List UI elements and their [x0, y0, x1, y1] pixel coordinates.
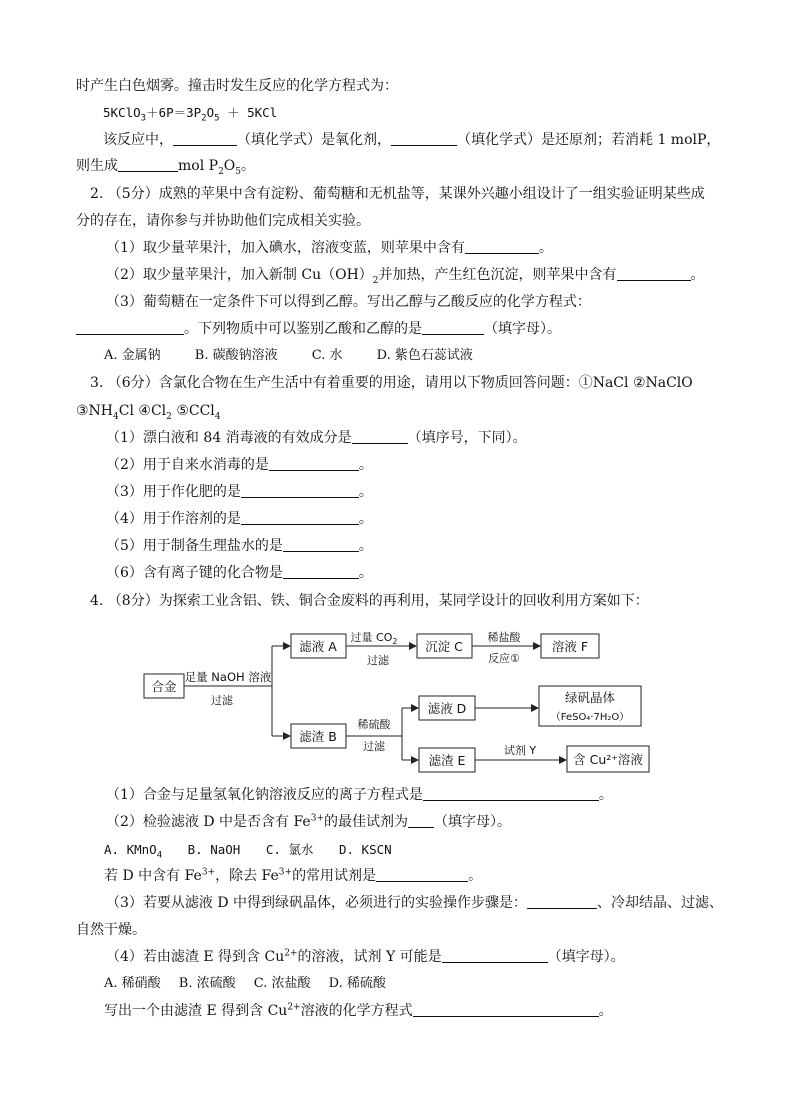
option-d: D. 稀硫酸	[328, 976, 386, 991]
answer-blank[interactable]	[241, 510, 359, 525]
option-a: A. 稀硝酸	[104, 976, 161, 991]
q4-sub1: （1）合金与足量氢氧化钠溶液反应的离子方程式是 。	[106, 787, 613, 803]
label-reaction-1: 反应①	[488, 652, 520, 665]
label-residue-b: 滤渣 B	[299, 729, 337, 744]
answer-blank[interactable]	[283, 564, 359, 579]
q4-sub3-cont: 自然干燥。	[76, 922, 146, 938]
q3-sub4: （4）用于作溶剂的是 。	[106, 511, 373, 527]
q3-sub2: （2）用于自来水消毒的是 。	[106, 457, 373, 473]
q1-line1	[76, 76, 398, 96]
label-hcl: 稀盐酸	[487, 631, 521, 644]
option-a: A. KMnO$_4$	[104, 842, 163, 861]
option-c: C. 氯水	[265, 842, 314, 857]
label-alloy: 合金	[151, 679, 177, 694]
label-solution-f: 溶液 F	[551, 639, 589, 654]
q3-sub1: （1）漂白液和 84 消毒液的有效成分是 （填序号，下同）。	[106, 430, 527, 446]
label-filter-3: 过滤	[363, 740, 385, 753]
q3-heading: 3. （6分）含氯化合物在生产生活中有着重要的用途，请用以下物质回答问题：①NaCl ②NaClO	[90, 375, 693, 391]
q2-sub1: （1）取少量苹果汁，加入碘水，溶液变蓝，则苹果中含有 。	[106, 240, 553, 256]
answer-blank[interactable]	[423, 786, 599, 801]
q4-sub2: （2）检验滤液 D 中是否含有 $Fe^{3+}$的最佳试剂为 （填字母）。	[106, 813, 511, 830]
svg-text:过量 CO2: 过量 $CO_2$	[350, 631, 398, 646]
option-b: B. NaOH	[187, 842, 241, 857]
answer-blank[interactable]	[269, 456, 359, 471]
answer-blank[interactable]	[527, 894, 597, 909]
answer-blank[interactable]	[391, 131, 457, 146]
label-green-vitriol: 绿矾晶体	[564, 690, 616, 705]
option-c: C. 浓盐酸	[253, 976, 311, 991]
label-co2: 过量 CO	[350, 631, 393, 644]
label-filtrate-d: 滤液 D	[427, 701, 467, 716]
label-h2so4: 稀硫酸	[357, 718, 391, 731]
q4-sub3: （3）若要从滤液 D 中得到绿矾晶体，必须进行的实验操作步骤是： 、冷却结晶、过滤、	[106, 895, 724, 911]
q3-sub3: （3）用于作化肥的是 。	[106, 484, 373, 500]
answer-blank[interactable]	[283, 537, 359, 552]
answer-blank[interactable]	[76, 320, 184, 335]
q4-final: 写出一个由滤渣 E 得到含 $Cu^{2+}$溶液的化学方程式 。	[104, 1002, 613, 1019]
answer-blank[interactable]	[442, 948, 548, 963]
q1-line1-text: 时产生白色烟雾。撞击时发生反应的化学方程式为：	[76, 78, 398, 94]
q2-heading: 2. （5分）成熟的苹果中含有淀粉、葡萄糖和无机盐等，某课外兴趣小组设计了一组实验证明某些成	[90, 186, 705, 202]
label-filter-1: 过滤	[211, 694, 233, 707]
q1-equation: $5KClO_3+6P=3P_2O_5 + 5KCl$	[103, 105, 278, 124]
q2-sub2: （2）取少量苹果汁，加入新制 $Cu(OH)_2$并加热，产生红色沉淀，则苹果中含有 。	[106, 267, 705, 286]
label-filter-2: 过滤	[367, 654, 389, 667]
option-b: B. 浓硫酸	[178, 976, 236, 991]
q1-line4: 则生成 mol $P_2O_5$。	[76, 158, 256, 177]
q4-fe-removal: 若 D 中含有 $Fe^{3+}$，除去 $Fe^{3+}$的常用试剂是 。	[104, 867, 483, 884]
answer-blank[interactable]	[413, 1002, 599, 1017]
q3-sub6: （6）含有离子键的化合物是 。	[106, 565, 373, 581]
option-d: D. KSCN	[338, 842, 392, 857]
label-cu-solution: 含 Cu²⁺溶液	[573, 752, 643, 767]
label-reagent-y: 试剂 Y	[503, 744, 537, 757]
q4-sub4: （4）若由滤渣 E 得到含 $Cu^{2+}$的溶液，试剂 Y 可能是 （填字母）。	[106, 948, 625, 965]
answer-blank[interactable]	[352, 429, 408, 444]
q4-sub4-options	[104, 974, 386, 994]
answer-blank[interactable]	[241, 483, 359, 498]
recycling-flowchart	[138, 626, 658, 776]
q1-line3: 该反应中， （填化学式）是氧化剂， （填化学式）是还原剂；若消耗 1 molP，	[103, 132, 721, 148]
option-b: B. 碳酸钠溶液	[194, 348, 278, 363]
answer-blank[interactable]	[465, 239, 539, 254]
option-c: C. 水	[311, 348, 343, 363]
option-d: D. 紫色石蕊试液	[376, 348, 473, 363]
label-precipitate-c: 沉淀 C	[425, 639, 463, 654]
label-filtrate-a: 滤液 A	[299, 639, 337, 654]
q2-sub3-cont: 。下列物质中可以鉴别乙酸和乙醇的是 （填字母）。	[76, 319, 561, 339]
q4-heading: 4. （8分）为探索工业含铝、铁、铜合金废料的再利用，某同学设计的回收利用方案如下：	[90, 593, 649, 609]
q2-options	[104, 346, 473, 366]
q2-heading-cont: 分的存在，请你参与并协助他们完成相关实验。	[76, 213, 370, 229]
q2-sub3: （3）葡萄糖在一定条件下可以得到乙醇。写出乙醇与乙酸反应的化学方程式：	[106, 294, 591, 310]
answer-blank[interactable]	[617, 266, 691, 281]
option-a: A. 金属钠	[104, 348, 161, 363]
q3-substances: $③NH_4Cl$ $④Cl_2$ ⑤CCl$_4$	[76, 403, 221, 422]
label-residue-e: 滤渣 E	[428, 753, 466, 768]
answer-blank[interactable]	[422, 320, 484, 335]
answer-blank[interactable]	[376, 867, 468, 882]
q4-sub2-options	[104, 840, 392, 860]
label-green-formula: （FeSO₄·7H₂O）	[550, 712, 630, 723]
answer-blank[interactable]	[408, 813, 434, 828]
answer-blank[interactable]	[118, 157, 178, 172]
answer-blank[interactable]	[173, 131, 237, 146]
q3-sub5: （5）用于制备生理盐水的是 。	[106, 538, 373, 554]
label-naoh: 足量 NaOH 溶液	[184, 670, 272, 684]
